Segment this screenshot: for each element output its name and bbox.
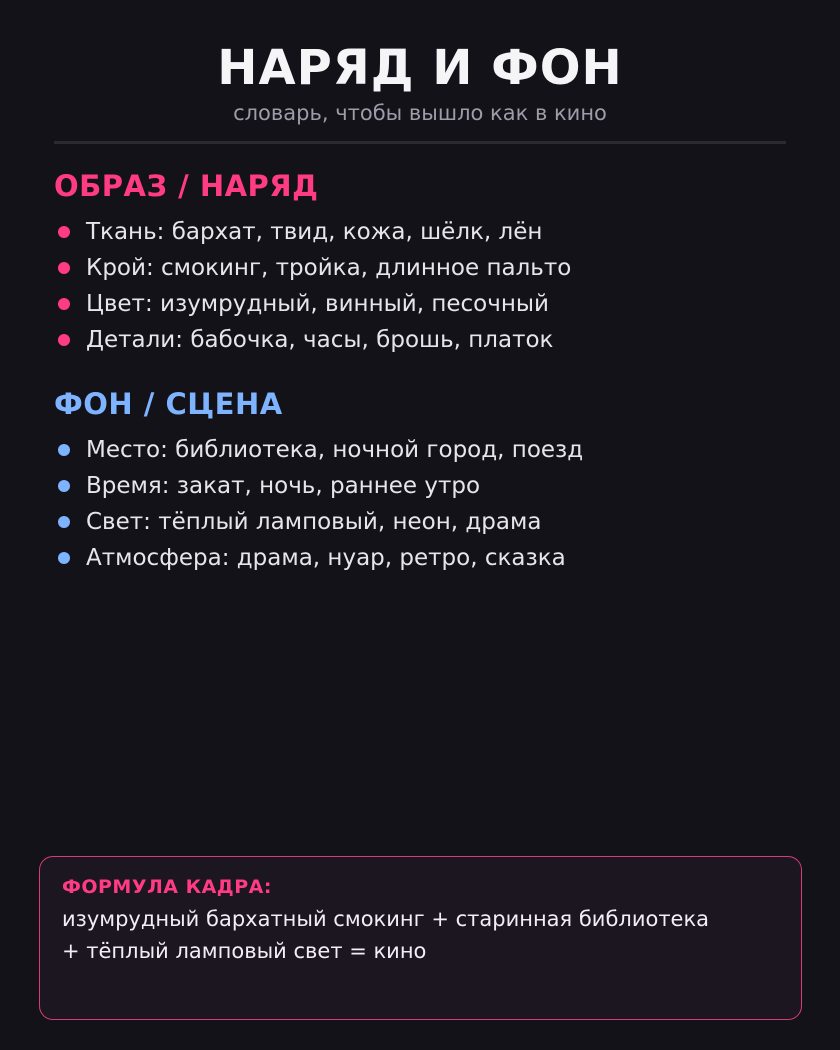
formula-label: ФОРМУЛА КАДРА: [62, 876, 272, 898]
outfit-list [54, 214, 794, 358]
bullet-dot-icon [58, 334, 70, 346]
formula-line: + тёплый ламповый свет = кино [62, 939, 427, 963]
bullet-dot-icon [58, 226, 70, 238]
page-title: НАРЯД И ФОН [217, 40, 623, 96]
page-subtitle: словарь, чтобы вышло как в кино [233, 101, 607, 125]
list-item-text: Время: закат, ночь, раннее утро [86, 473, 481, 499]
list-item [54, 504, 794, 540]
list-item [54, 468, 794, 504]
list-item [54, 286, 794, 322]
section-outfit [54, 168, 794, 358]
bullet-dot-icon [58, 444, 70, 456]
list-item-text: Место: библиотека, ночной город, поезд [86, 437, 584, 463]
section-heading-scene: ФОН / СЦЕНА [54, 387, 283, 421]
header-divider [54, 141, 786, 144]
list-item-text: Цвет: изумрудный, винный, песочный [86, 291, 549, 317]
list-item-text: Крой: смокинг, тройка, длинное пальто [86, 255, 572, 281]
bullet-dot-icon [58, 516, 70, 528]
list-item [54, 250, 794, 286]
bullet-dot-icon [58, 262, 70, 274]
list-item-text: Ткань: бархат, твид, кожа, шёлк, лён [86, 219, 543, 245]
formula-line: изумрудный бархатный смокинг + старинная библиотека [62, 907, 710, 931]
list-item-text: Детали: бабочка, часы, брошь, платок [86, 327, 554, 353]
section-heading-outfit: ОБРАЗ / НАРЯД [54, 169, 319, 203]
list-item [54, 540, 794, 576]
list-item-text: Свет: тёплый ламповый, неон, драма [86, 509, 542, 535]
list-item [54, 432, 794, 468]
list-item [54, 214, 794, 250]
section-scene [54, 386, 794, 576]
bullet-dot-icon [58, 298, 70, 310]
bullet-dot-icon [58, 552, 70, 564]
list-item-text: Атмосфера: драма, нуар, ретро, сказка [86, 545, 566, 571]
formula-card [39, 856, 802, 1020]
bullet-dot-icon [58, 480, 70, 492]
formula-text [62, 903, 779, 967]
list-item [54, 322, 794, 358]
scene-list [54, 432, 794, 576]
